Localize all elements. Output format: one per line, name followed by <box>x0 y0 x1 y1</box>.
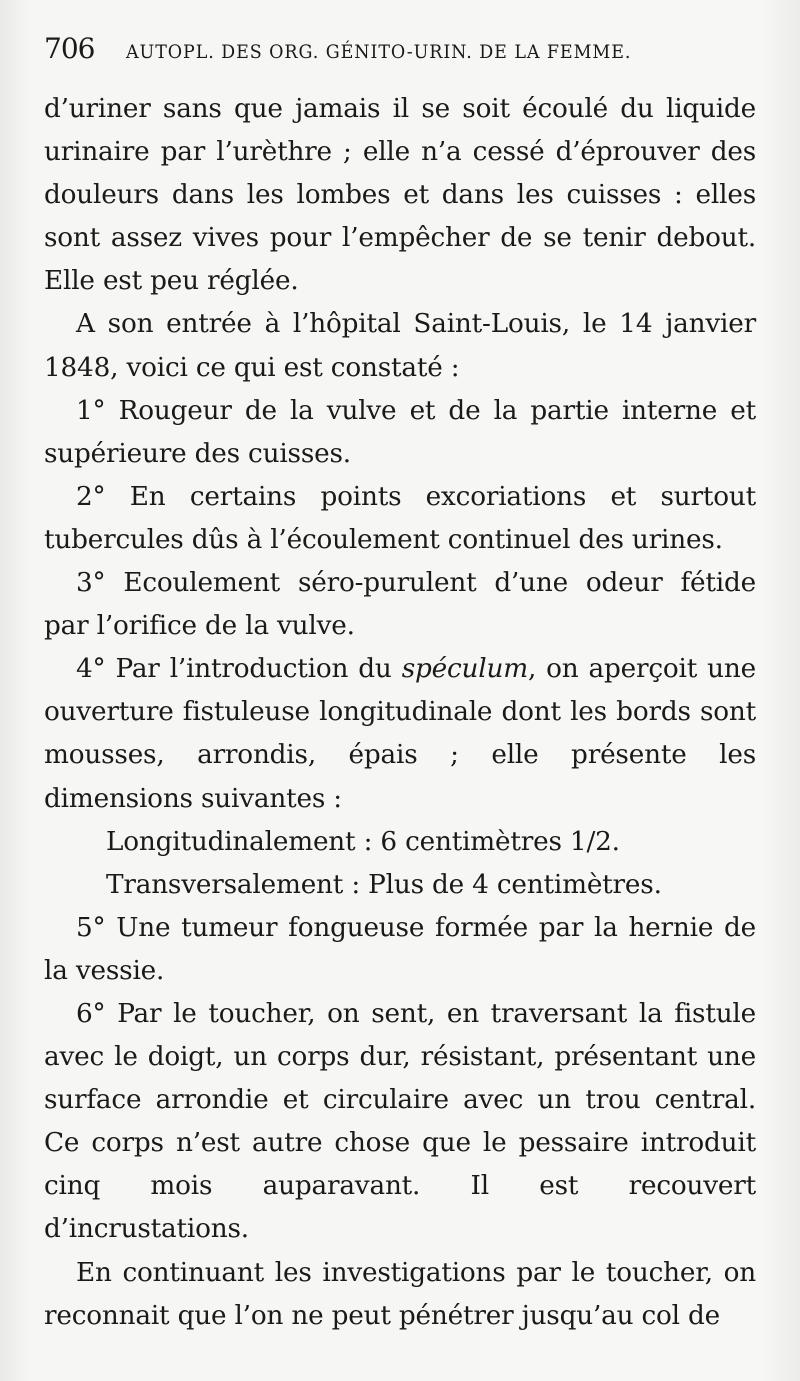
finding-4-text-end: , on aperçoit une ouverture fistuleuse longitudinale dont les bords sont mousses, arrondis, épais ; elle présente les dimensions suivantes : <box>44 654 756 814</box>
finding-4-text-start: 4° Par l’introduction du <box>76 654 402 685</box>
finding-1: 1° Rougeur de la vulve et de la partie interne et supérieure des cuisses. <box>44 395 756 469</box>
body-text <box>44 88 756 1338</box>
finding-5: 5° Une tumeur fongueuse formée par la hernie de la vessie. <box>44 912 756 986</box>
running-title: AUTOPL. DES ORG. GÉNITO-URIN. DE LA FEMME. <box>126 41 632 63</box>
paragraph-admission: A son entrée à l’hôpital Saint-Louis, le 14 janvier 1848, voici ce qui est constaté : <box>44 309 756 383</box>
paragraph-continuation: d’uriner sans que jamais il se soit écoulé du liquide urinaire par l’urèthre ; elle n’a cessé d’éprouver des douleurs dans les lombes et dans les cuisses : elles sont assez vives pour l’empêcher de se tenir debout. Elle est peu réglée. <box>44 94 756 297</box>
paragraph-investigation: En continuant les investigations par le toucher, on reconnait que l’on ne peut pénétrer jusqu’au col de <box>44 1257 756 1331</box>
finding-4-italic-term: spéculum <box>401 654 528 685</box>
finding-4 <box>44 648 756 820</box>
finding-2: 2° En certains points excoriations et surtout tubercules dûs à l’écoulement continuel des urines. <box>44 481 756 555</box>
finding-6: 6° Par le toucher, on sent, en traversant la fistule avec le doigt, un corps dur, résistant, présentant une surface arrondie et circulaire avec un trou central. Ce corps n’est autre chose que le pessaire introduit cinq mois auparavant. Il est recouvert d’incrustations. <box>44 998 756 1245</box>
running-head <box>44 32 756 76</box>
page-number: 706 <box>44 32 95 65</box>
finding-3: 3° Ecoulement séro-purulent d’une odeur fétide par l’orifice de la vulve. <box>44 568 756 642</box>
dimension-transversal: Transversalement : Plus de 4 centimètres. <box>106 869 662 900</box>
dimension-longitudinal: Longitudinalement : 6 centimètres 1/2. <box>106 826 620 857</box>
